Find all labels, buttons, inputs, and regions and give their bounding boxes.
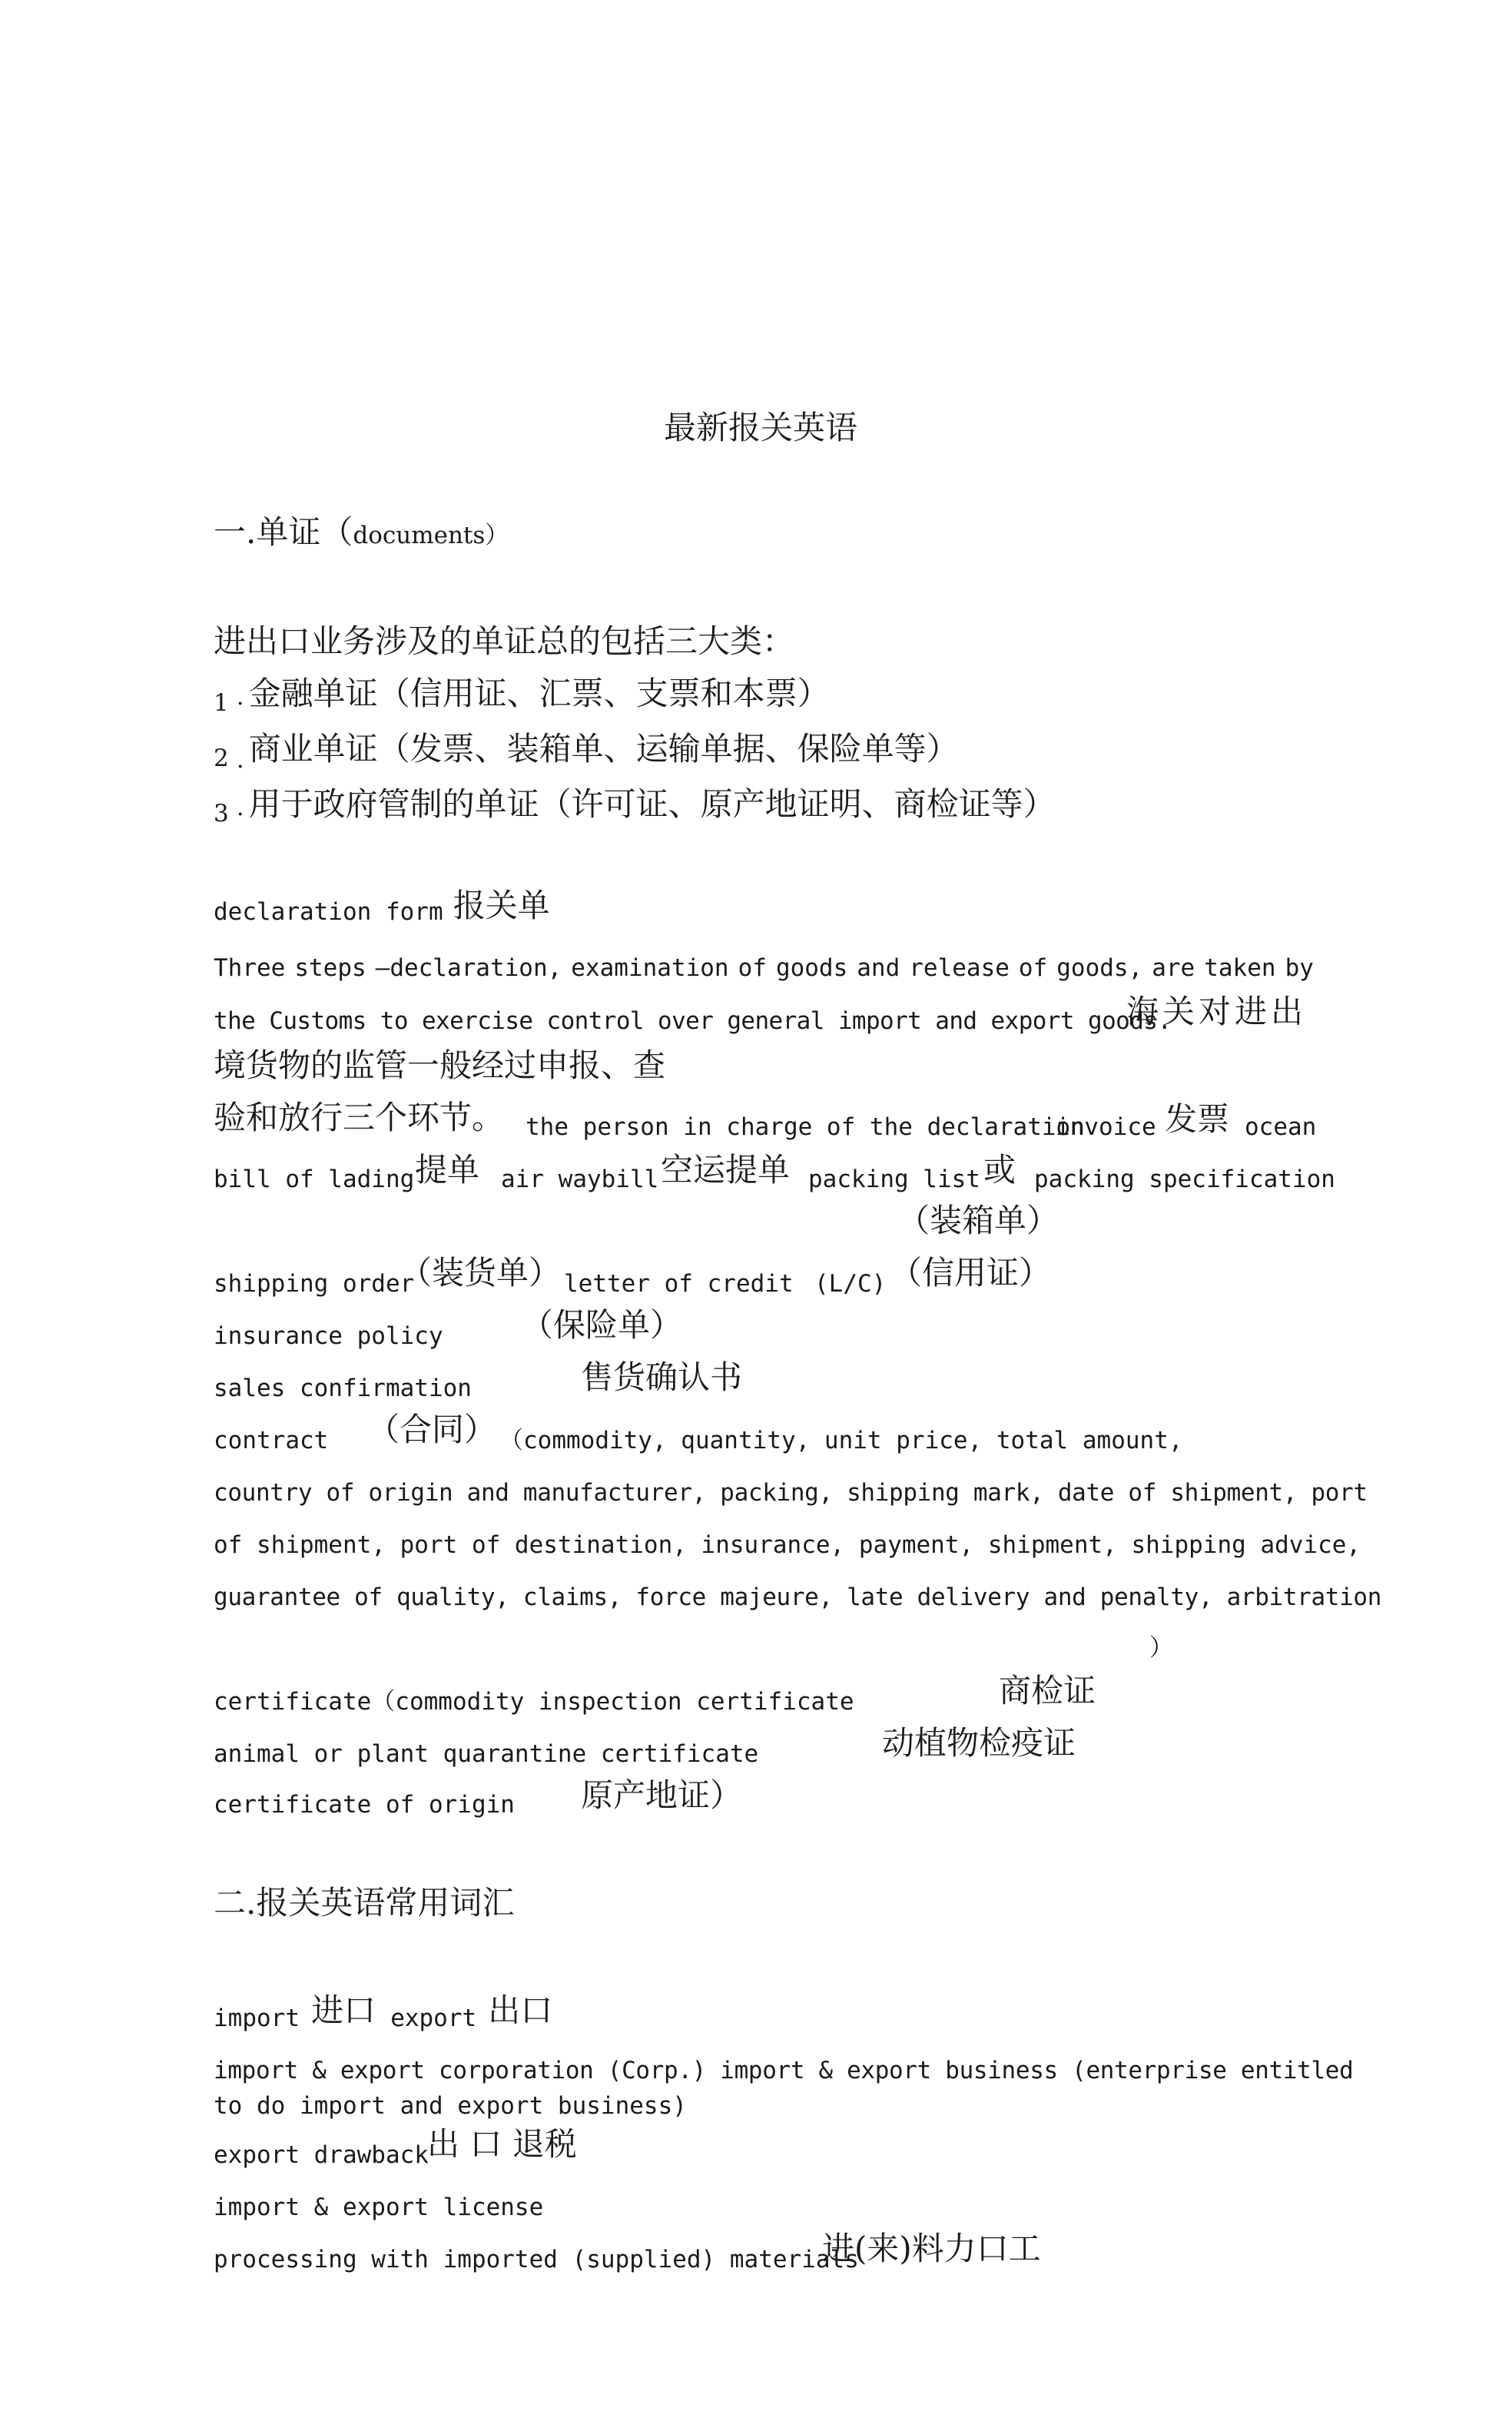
section1-heading-en: documents: [353, 522, 486, 549]
corp-line-1: import & export corporation (Corp.) import & export business (enterprise entitled: [214, 2057, 1354, 2084]
air-waybill-en: air waybill: [501, 1166, 659, 1193]
bill-of-lading-cn: 提单: [415, 1151, 480, 1189]
word: release: [909, 954, 1010, 982]
list-item-number: 2: [214, 744, 229, 772]
bill-of-lading-en: bill of lading: [214, 1166, 415, 1193]
import-cn: 进口: [311, 1991, 376, 2029]
sales-cn: 售货确认书: [581, 1358, 743, 1396]
shipping-order-cn: （装货单）: [400, 1254, 562, 1292]
declaration-en: declaration form: [214, 898, 443, 926]
processing-en: processing with imported (supplied) materials: [214, 2246, 859, 2273]
packing-list-en: packing list: [808, 1166, 980, 1193]
invoice-cn: 发票: [1165, 1100, 1230, 1138]
contract-items-3: of shipment, port of destination, insurance, payment, shipment, shipping advice,: [214, 1531, 1361, 1559]
declaration-cn: 报关单: [453, 887, 550, 924]
list-item-separator: .: [236, 794, 244, 821]
insurance-en: insurance policy: [214, 1322, 443, 1350]
word: taken: [1204, 954, 1276, 982]
person-in-charge: the person in charge of the declaration: [526, 1113, 1085, 1141]
steps-line-2-en: the Customs to exercise control over general import and export goods.: [214, 1007, 1172, 1035]
steps-line-2-cn: 海关对进出: [1126, 993, 1308, 1030]
steps-line-3-cn: 境货物的监管一般经过申报、查: [214, 1046, 666, 1084]
certificate-cn: 商检证: [999, 1672, 1096, 1709]
lc-abbr: (L/C): [814, 1270, 887, 1298]
word: of: [738, 954, 767, 982]
drawback-en: export drawback: [214, 2141, 429, 2169]
import-export-line: [214, 1991, 553, 2032]
list-item: [214, 675, 830, 717]
or-cn: 或: [983, 1151, 1016, 1189]
list-item-number: 1: [214, 689, 229, 717]
list-item-text: 用于政府管制的单证（许可证、原产地证明、商检证等）: [248, 785, 1056, 823]
import-en: import: [214, 2005, 300, 2032]
certificate-en: certificate（commodity inspection certificate: [214, 1688, 854, 1716]
packing-cn: （装箱单）: [897, 1202, 1059, 1239]
list-item: [214, 730, 959, 774]
steps-line-1: [214, 954, 1314, 982]
steps-line-4-cn: 验和放行三个环节。: [214, 1099, 505, 1136]
section1-heading: [214, 513, 509, 551]
word: of: [1018, 954, 1048, 982]
lc-cn: （信用证）: [890, 1254, 1052, 1292]
contract-items-2: country of origin and manufacturer, packing, shipping mark, date of shipment, port: [214, 1479, 1368, 1507]
sales-en: sales confirmation: [214, 1375, 472, 1402]
contract-items-4: guarantee of quality, claims, force majeure, late delivery and penalty, arbitration: [214, 1583, 1382, 1611]
section1-intro: 进出口业务涉及的单证总的包括三大类：: [214, 622, 795, 660]
corp-line-2: to do import and export business): [214, 2092, 687, 2120]
contract-en: contract: [214, 1427, 329, 1454]
word: by: [1285, 954, 1314, 982]
export-en: export: [390, 2005, 477, 2032]
list-item-separator: .: [236, 746, 244, 774]
processing-cn: 进(来)料力口工: [822, 2230, 1041, 2267]
word: Three: [214, 954, 286, 982]
document-title: 最新报关英语: [664, 409, 858, 446]
list-item-text: 商业单证（发票、装箱单、运输单据、保险单等）: [248, 730, 959, 768]
section1-heading-cn: 一.单证: [214, 513, 321, 551]
origin-cn: 原产地证）: [581, 1776, 743, 1814]
quarantine-cn: 动植物检疫证: [882, 1724, 1076, 1762]
export-cn: 出口: [488, 1991, 553, 2029]
word: —declaration,: [375, 954, 562, 982]
word: examination: [571, 954, 729, 982]
shipping-order-en: shipping order: [214, 1270, 415, 1298]
ocean-en: ocean: [1245, 1113, 1317, 1141]
section2-heading: 二.报关英语常用词汇: [214, 1884, 515, 1922]
word: goods: [775, 954, 848, 982]
packing-spec-en: packing specification: [1034, 1166, 1335, 1193]
air-waybill-cn: 空运提单: [661, 1151, 791, 1189]
declaration-line: [214, 887, 550, 926]
contract-items-1: （commodity, quantity, unit price, total amount,: [499, 1427, 1183, 1454]
section1-paren-close: ）: [485, 522, 509, 549]
list-item: [214, 785, 1056, 827]
word: steps: [294, 954, 366, 982]
quarantine-en: animal or plant quarantine certificate: [214, 1740, 759, 1768]
contract-cn: （合同）: [367, 1411, 497, 1448]
word: goods,: [1056, 954, 1143, 982]
list-item-text: 金融单证（信用证、汇票、支票和本票）: [248, 675, 830, 712]
contract-close: ）: [1149, 1634, 1173, 1662]
license-en: import & export license: [214, 2194, 544, 2221]
invoice-en: invoice: [1056, 1113, 1156, 1141]
drawback-cn: 出 口 退税: [427, 2125, 577, 2163]
insurance-cn: （保险单）: [521, 1306, 683, 1344]
list-item-number: 3: [214, 800, 229, 827]
list-item-separator: .: [236, 683, 244, 711]
word: are: [1152, 954, 1195, 982]
origin-en: certificate of origin: [214, 1791, 515, 1819]
section1-paren-open: （: [320, 513, 353, 551]
word: and: [857, 954, 900, 982]
lc-en: letter of credit: [564, 1270, 794, 1298]
